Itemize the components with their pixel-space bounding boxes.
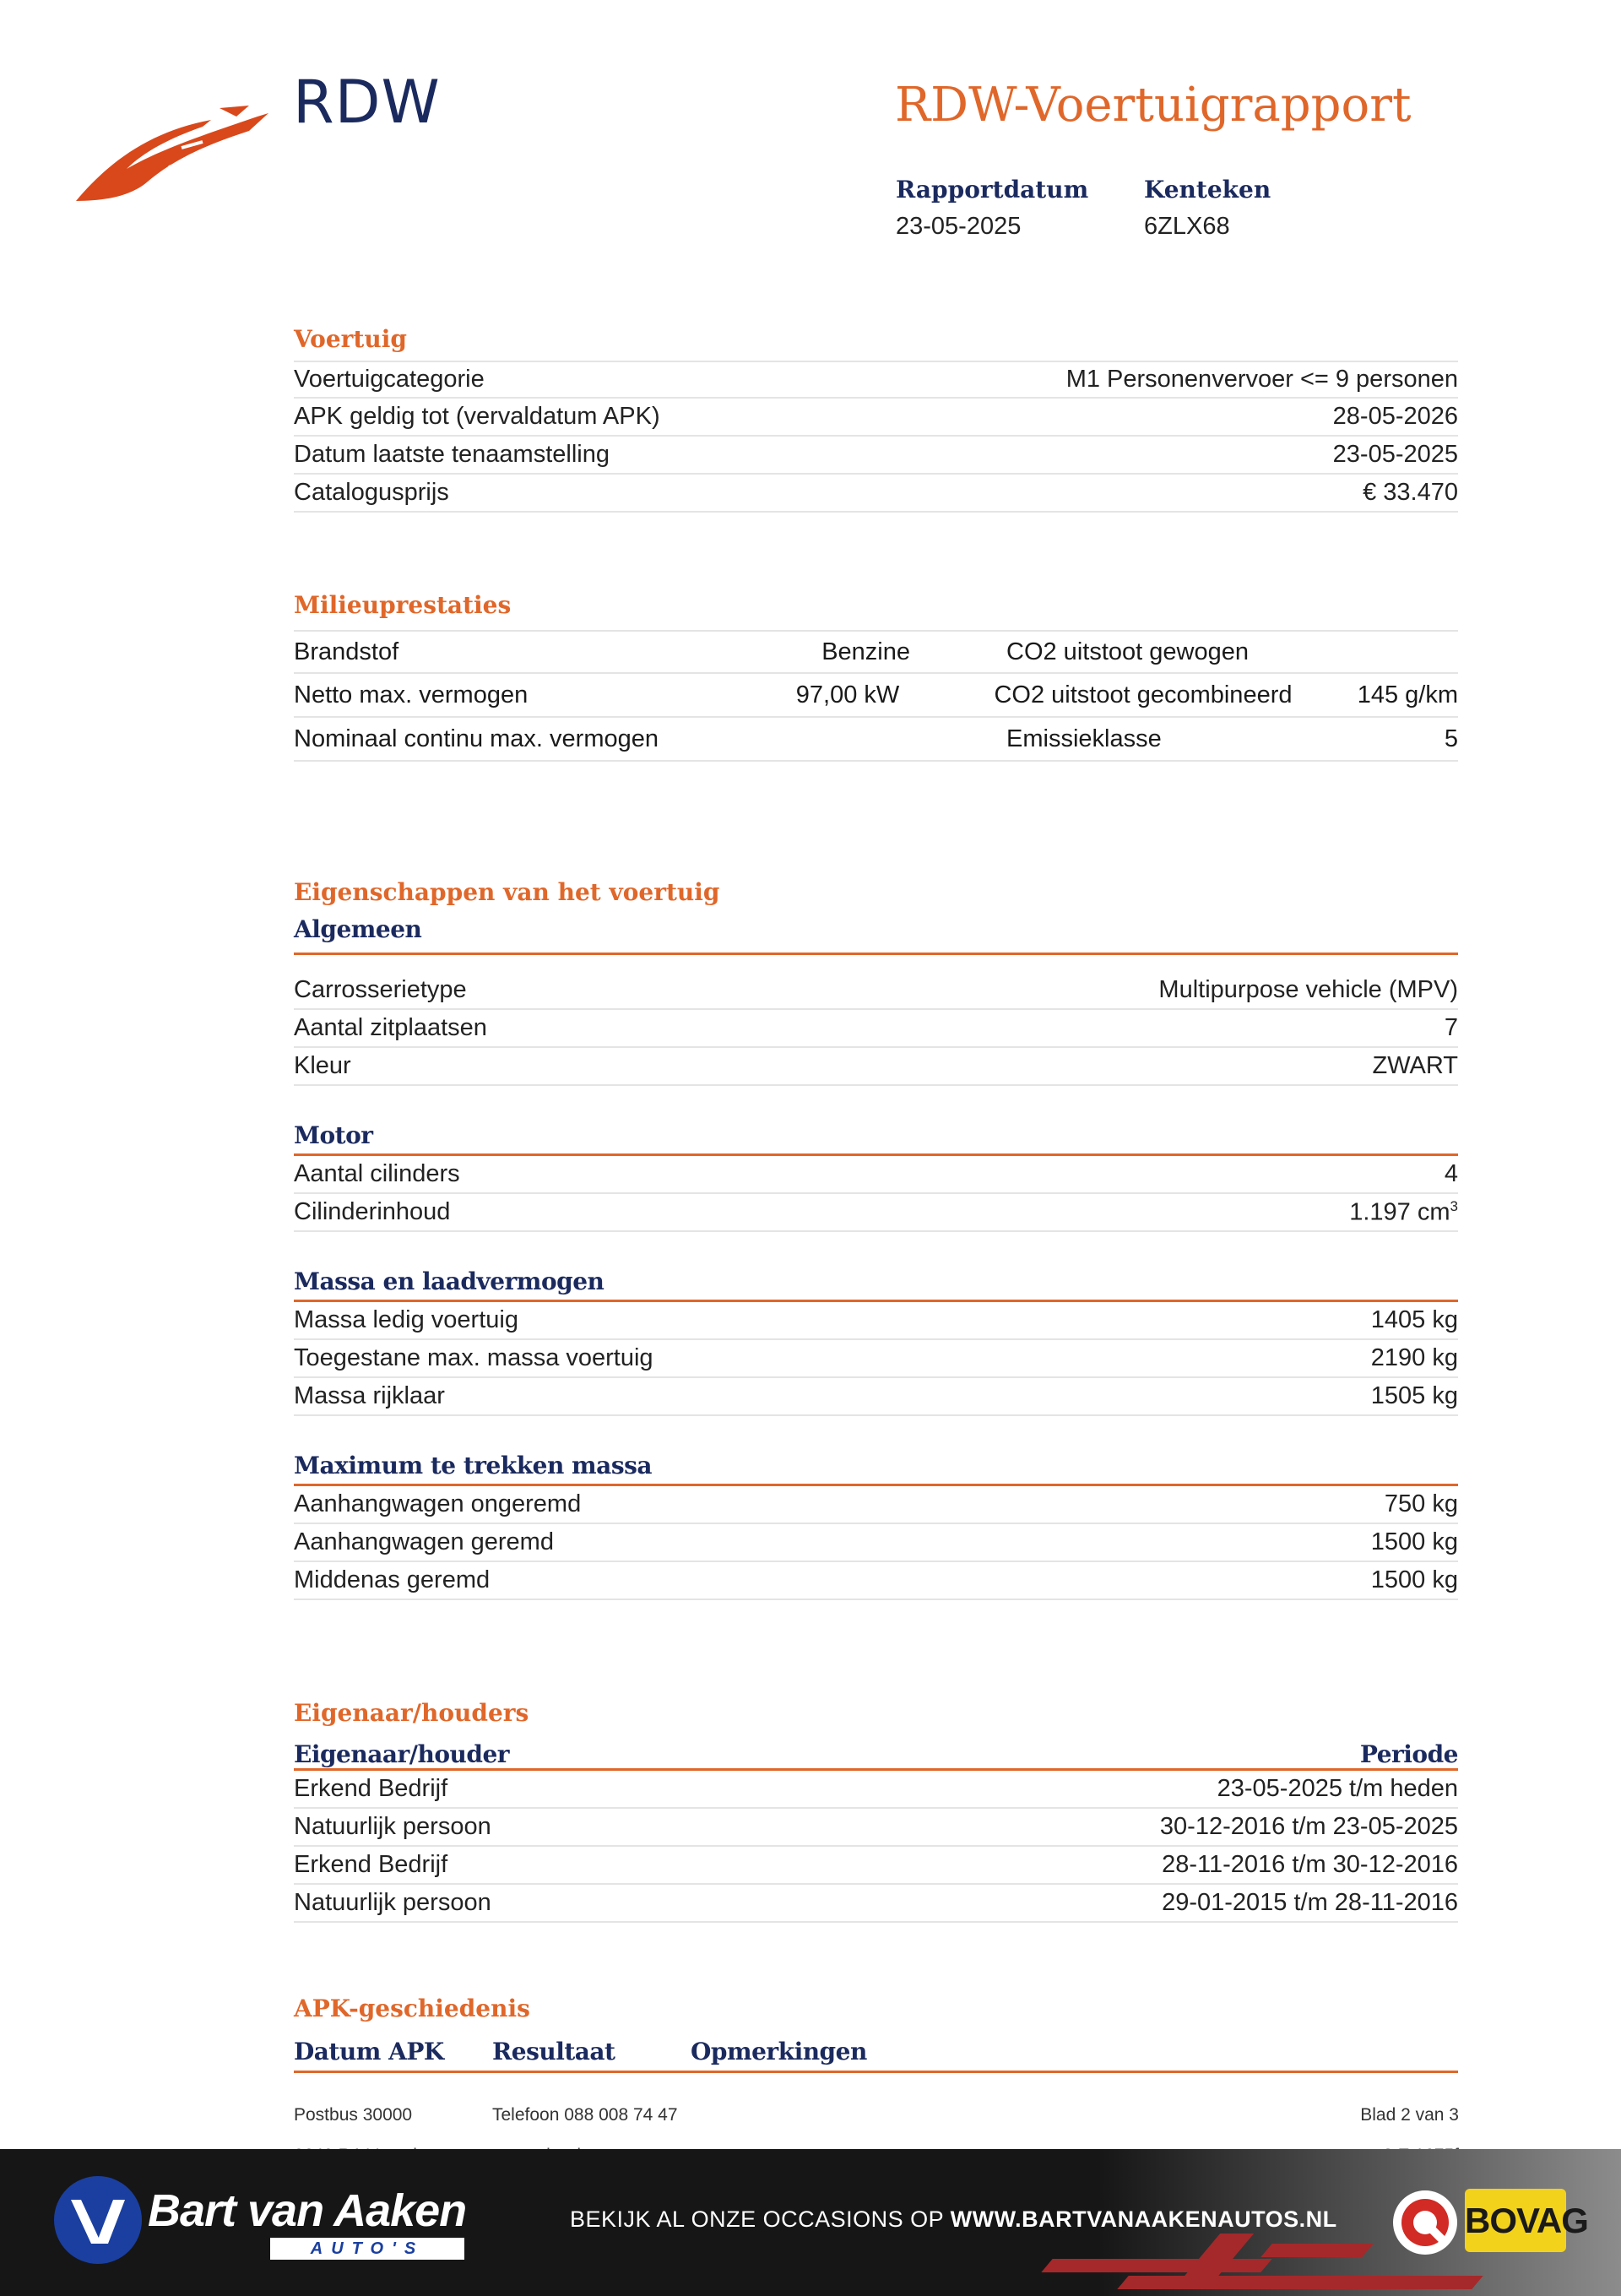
section-title: Eigenaar/houders	[294, 1699, 529, 1727]
table-row	[294, 1010, 1458, 1048]
row-value: 28-05-2026	[1332, 403, 1458, 430]
footer-page: Blad 2 van 3	[1360, 2105, 1459, 2125]
subsection-title: Maximum te trekken massa	[294, 1452, 652, 1479]
bovag-badge: BOVAG	[1465, 2189, 1566, 2252]
footer-telefoon: Telefoon 088 008 74 47	[492, 2105, 678, 2125]
section-title: Milieuprestaties	[294, 591, 512, 619]
table-row	[294, 1378, 1458, 1416]
section-milieu	[294, 591, 1458, 762]
section-voertuig	[294, 325, 1458, 513]
row-value: M1 Personenvervoer <= 9 personen	[1065, 366, 1458, 393]
row-label: Natuurlijk persoon	[294, 1889, 491, 1916]
row-value: Benzine	[821, 638, 910, 665]
row-value: 97,00 kW	[795, 681, 900, 708]
row-label: Toegestane max. massa voertuig	[294, 1344, 653, 1371]
table-row	[294, 1194, 1458, 1232]
dealer-logo-icon	[52, 2174, 144, 2266]
row-value: 5	[1444, 725, 1458, 752]
row-value: 750 kg	[1384, 1490, 1458, 1517]
table-row	[294, 475, 1458, 513]
table-row	[294, 1562, 1458, 1600]
row-label: Aanhangwagen ongeremd	[294, 1490, 582, 1517]
subsection-title: Algemeen	[294, 915, 422, 943]
report-title: RDW-Voertuigrapport	[895, 78, 1412, 133]
row-value: 1.197 $cm^3$	[1349, 1197, 1458, 1226]
row-label: CO2 uitstoot gecombineerd	[994, 681, 1293, 708]
dealer-slogan[interactable]: BEKIJK AL ONZE OCCASIONS OP WWW.BARTVANAAKENAUTOS.NL	[570, 2206, 1337, 2232]
row-value: 23-05-2025 t/m heden	[1217, 1775, 1458, 1802]
row-value: 28-11-2016 t/m 30-12-2016	[1162, 1851, 1458, 1878]
dealer-banner[interactable]	[0, 2149, 1621, 2296]
table-row	[294, 1524, 1458, 1562]
subsection-title: Motor	[294, 1121, 373, 1149]
column-header: Eigenaar/houder	[294, 1740, 510, 1768]
row-label: Cilinderinhoud	[294, 1198, 451, 1225]
table-row	[294, 718, 1458, 762]
row-label: Emissieklasse	[1006, 725, 1162, 752]
row-label: Brandstof	[294, 638, 399, 665]
rdw-logo-icon	[76, 101, 270, 207]
plate-label: Kenteken	[1144, 176, 1271, 204]
section-apk	[294, 1995, 1458, 2073]
row-value: € 33.470	[1363, 479, 1458, 506]
row-label: Kleur	[294, 1052, 351, 1079]
row-label: Erkend Bedrijf	[294, 1775, 448, 1802]
section-title: Voertuig	[294, 325, 407, 353]
bovag-emblem-icon	[1391, 2189, 1459, 2256]
section-eigenschappen	[294, 878, 1458, 1600]
table-row	[294, 1302, 1458, 1340]
divider	[294, 2071, 1458, 2073]
dealer-url-link[interactable]: WWW.BARTVANAAKENAUTOS.NL	[950, 2206, 1337, 2232]
section-title: APK-geschiedenis	[294, 1995, 530, 2022]
table-row	[294, 399, 1458, 437]
table-row	[294, 1048, 1458, 1086]
plate-value: 6ZLX68	[1144, 213, 1230, 240]
table-row	[294, 1885, 1458, 1923]
report-date-label: Rapportdatum	[896, 176, 1089, 204]
table-row	[294, 1809, 1458, 1847]
row-value: 30-12-2016 t/m 23-05-2025	[1159, 1813, 1458, 1840]
row-label: Carrosserietype	[294, 976, 467, 1003]
row-label: Nominaal continu max. vermogen	[294, 725, 659, 752]
table-row	[294, 1340, 1458, 1378]
column-header: Periode	[1359, 1740, 1458, 1768]
row-value: 2190 kg	[1370, 1344, 1458, 1371]
table-row	[294, 1771, 1458, 1809]
column-header: Resultaat	[492, 2038, 615, 2065]
row-label: Datum laatste tenaamstelling	[294, 441, 610, 468]
row-label: Massa rijklaar	[294, 1382, 445, 1409]
row-value: 4	[1444, 1160, 1458, 1187]
brand-name: RDW	[293, 68, 441, 137]
table-row	[294, 674, 1458, 718]
table-row	[294, 630, 1458, 674]
row-label: Netto max. vermogen	[294, 681, 529, 708]
row-label: Natuurlijk persoon	[294, 1813, 491, 1840]
row-value: 1500 kg	[1370, 1528, 1458, 1555]
row-label: APK geldig tot (vervaldatum APK)	[294, 403, 660, 430]
row-value: 7	[1444, 1014, 1458, 1041]
row-value: ZWART	[1372, 1052, 1458, 1079]
row-value: 1405 kg	[1370, 1306, 1458, 1333]
table-row	[294, 972, 1458, 1010]
report-date-value: 23-05-2025	[896, 213, 1022, 240]
table-row	[294, 1847, 1458, 1885]
table-row	[294, 361, 1458, 399]
row-value: 145 g/km	[1357, 681, 1458, 708]
row-value: 1505 kg	[1370, 1382, 1458, 1409]
dealer-subtitle: AUTO'S	[270, 2238, 464, 2260]
row-label: Aantal cilinders	[294, 1160, 460, 1187]
row-value: 29-01-2015 t/m 28-11-2016	[1162, 1889, 1458, 1916]
row-label: Aantal zitplaatsen	[294, 1014, 487, 1041]
row-label: CO2 uitstoot gewogen	[1006, 638, 1249, 665]
table-row	[294, 1486, 1458, 1524]
subsection-title: Massa en laadvermogen	[294, 1267, 604, 1295]
column-header: Opmerkingen	[691, 2038, 867, 2065]
row-label: Massa ledig voertuig	[294, 1306, 518, 1333]
table-row	[294, 437, 1458, 475]
row-value: Multipurpose vehicle (MPV)	[1158, 976, 1458, 1003]
row-value: 1500 kg	[1370, 1566, 1458, 1593]
section-eigenaar	[294, 1699, 1458, 1923]
table-row	[294, 1156, 1458, 1194]
footer-postbus: Postbus 30000	[294, 2105, 413, 2125]
dealer-name: Bart van Aaken	[148, 2185, 467, 2236]
row-label: Middenas geremd	[294, 1566, 491, 1593]
row-label: Aanhangwagen geremd	[294, 1528, 554, 1555]
column-header: Datum APK	[294, 2038, 444, 2065]
row-label: Voertuigcategorie	[294, 366, 485, 393]
row-label: Catalogusprijs	[294, 479, 449, 506]
section-title: Eigenschappen van het voertuig	[294, 878, 720, 906]
row-value: 23-05-2025	[1332, 441, 1458, 468]
row-label: Erkend Bedrijf	[294, 1851, 448, 1878]
